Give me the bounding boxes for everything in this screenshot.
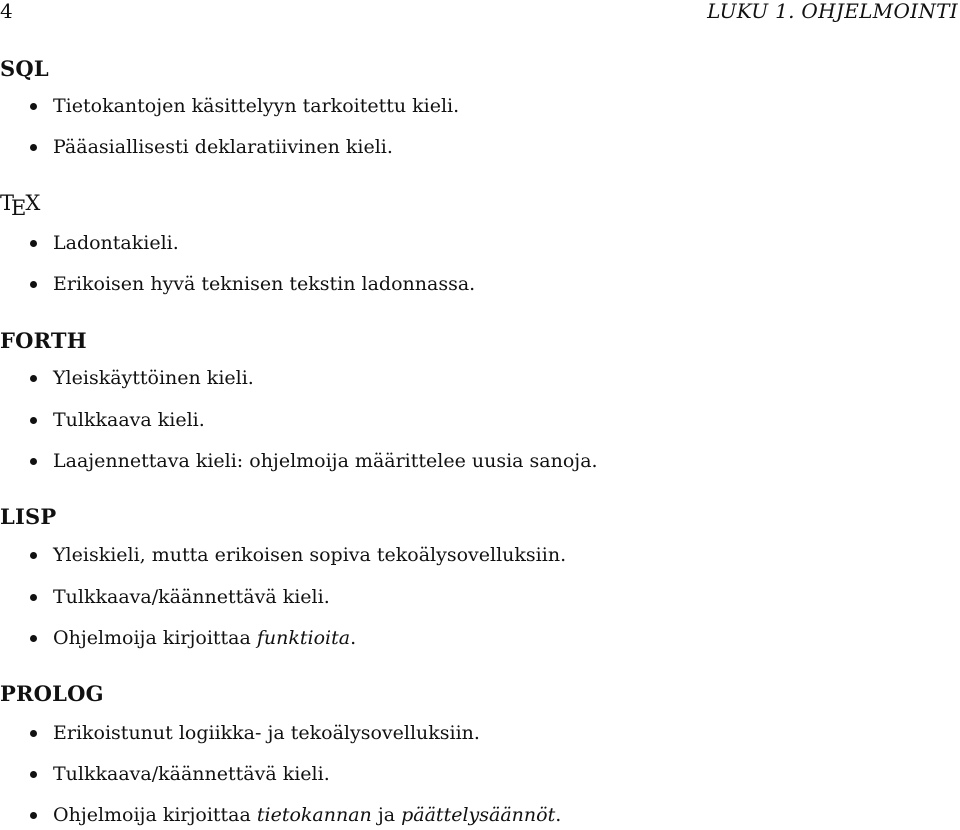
- emphasis-text: päättelysäännöt: [401, 804, 556, 826]
- text-run: .: [555, 804, 562, 826]
- list-item: [30, 95, 459, 117]
- list-item-text: Tulkkaava/käännettävä kieli.: [53, 586, 330, 608]
- list-item: [30, 450, 598, 472]
- list-item: [30, 136, 393, 158]
- list-item-text: [53, 804, 561, 826]
- bullet-icon: [30, 812, 37, 819]
- list-item: [30, 232, 179, 254]
- tex-logo-e: E: [11, 196, 27, 220]
- list-item: [30, 409, 205, 431]
- list-item-text: Tietokantojen käsittelyyn tarkoitettu kieli.: [53, 95, 460, 117]
- list-item: [30, 763, 330, 785]
- bullet-icon: [30, 594, 37, 601]
- list-item: [30, 367, 254, 389]
- section-heading-prolog: PROLOG: [0, 681, 104, 706]
- emphasis-text: tietokannan: [256, 804, 372, 826]
- bullet-icon: [30, 103, 37, 110]
- list-item-text: Yleiskäyttöinen kieli.: [53, 367, 254, 389]
- bullet-icon: [30, 375, 37, 382]
- list-item-text: Tulkkaava kieli.: [53, 409, 205, 431]
- emphasis-text: funktioita: [256, 627, 351, 649]
- list-item: [30, 804, 561, 826]
- page-number: 4: [0, 0, 13, 23]
- list-item: [30, 544, 566, 566]
- bullet-icon: [30, 417, 37, 424]
- list-item-text: [53, 627, 356, 649]
- bullet-icon: [30, 458, 37, 465]
- list-item-text: Yleiskieli, mutta erikoisen sopiva tekoälysovelluksiin.: [53, 544, 567, 566]
- bullet-icon: [30, 730, 37, 737]
- tex-logo-x: X: [25, 191, 41, 215]
- section-heading-forth: FORTH: [0, 328, 87, 353]
- list-item-text: Erikoisen hyvä teknisen tekstin ladonnassa.: [53, 273, 476, 295]
- section-heading-tex: [0, 191, 41, 220]
- text-run: ja: [371, 804, 402, 826]
- text-run: Ohjelmoija kirjoittaa: [53, 804, 257, 826]
- list-item-text: Ladontakieli.: [53, 232, 179, 254]
- text-run: Ohjelmoija kirjoittaa: [53, 627, 257, 649]
- list-item: [30, 586, 330, 608]
- bullet-icon: [30, 240, 37, 247]
- list-item-text: Pääasiallisesti deklaratiivinen kieli.: [53, 136, 393, 158]
- bullet-icon: [30, 635, 37, 642]
- list-item-text: Erikoistunut logiikka- ja tekoälysovelluksiin.: [53, 722, 480, 744]
- list-item: [30, 273, 475, 295]
- list-item-text: Laajennettava kieli: ohjelmoija määrittelee uusia sanoja.: [53, 450, 598, 472]
- tex-logo-t: T: [0, 191, 15, 215]
- page-header: [0, 0, 958, 24]
- running-head: LUKU 1. OHJELMOINTI: [707, 0, 958, 23]
- list-item: [30, 722, 480, 744]
- text-run: .: [350, 627, 357, 649]
- bullet-icon: [30, 771, 37, 778]
- list-item: [30, 627, 356, 649]
- bullet-icon: [30, 281, 37, 288]
- list-item-text: Tulkkaava/käännettävä kieli.: [53, 763, 330, 785]
- bullet-icon: [30, 552, 37, 559]
- section-heading-lisp: LISP: [0, 504, 57, 529]
- bullet-icon: [30, 144, 37, 151]
- section-heading-sql: SQL: [0, 56, 49, 81]
